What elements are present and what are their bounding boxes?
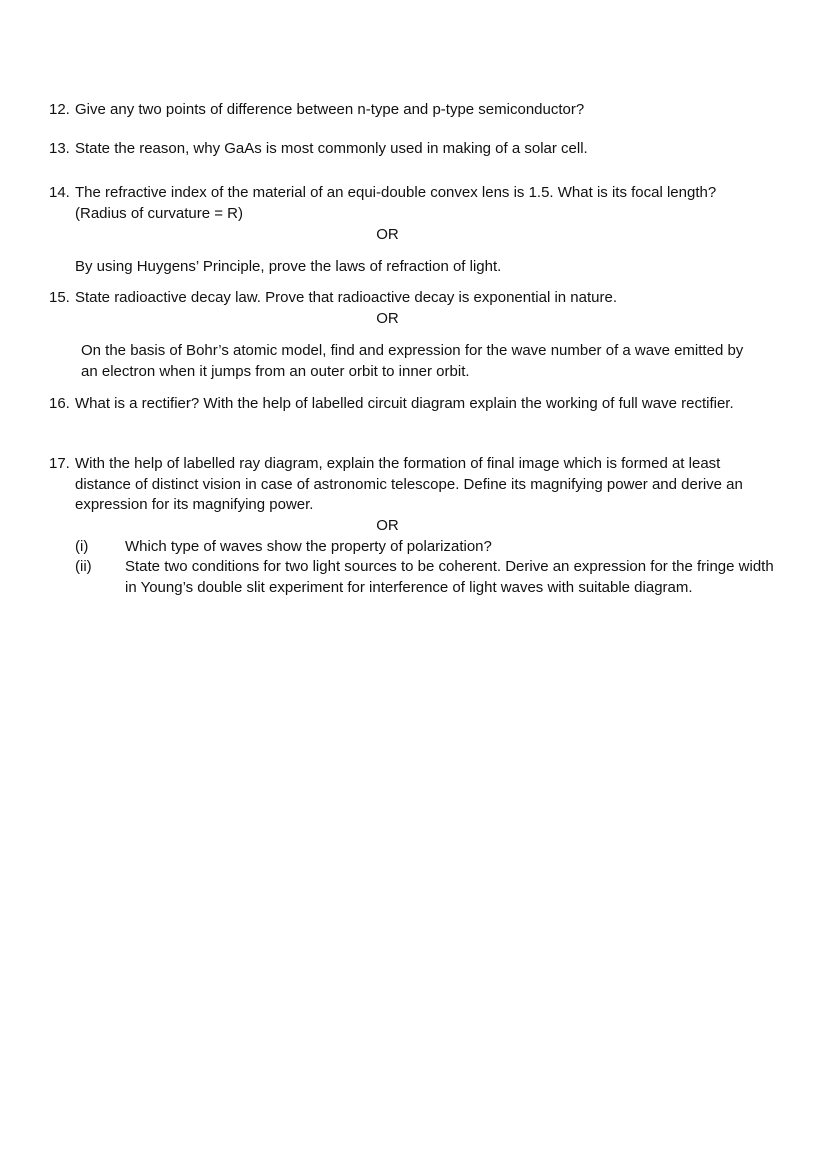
- question-number: 12.: [49, 101, 70, 118]
- question-number: 15.: [49, 289, 70, 306]
- question-text: State radioactive decay law. Prove that radioactive decay is exponential in nature.: [75, 289, 617, 306]
- question-number: 14.: [49, 184, 70, 201]
- alternative-question: On the basis of Bohr’s atomic model, find and expression for the wave number of a wave emitted by an electron when it jumps from an outer orbit to inner orbit.: [81, 342, 744, 380]
- question-14: [49, 183, 749, 224]
- question-12: [49, 100, 789, 121]
- sub-question-text: Which type of waves show the property of polarization?: [125, 538, 492, 555]
- or-separator: OR: [376, 517, 399, 534]
- question-16: [49, 394, 759, 415]
- alternative-question: By using Huygens’ Principle, prove the laws of refraction of light.: [75, 258, 502, 275]
- question-text: State the reason, why GaAs is most commonly used in making of a solar cell.: [75, 140, 588, 157]
- or-separator: OR: [376, 226, 399, 243]
- question-text: The refractive index of the material of an equi-double convex lens is 1.5. What is its focal length? (Radius of curvature = R): [75, 184, 717, 222]
- sub-question-label: (i): [75, 538, 89, 555]
- question-number: 13.: [49, 140, 70, 157]
- sub-question-text: State two conditions for two light sources to be coherent. Derive an expression for the fringe width in Young’s double slit experiment for interference of light waves with suitable diagram.: [125, 558, 774, 596]
- sub-question-ii: [75, 557, 785, 598]
- sub-question-i: [75, 537, 795, 558]
- question-number: 17.: [49, 455, 70, 472]
- question-number: 16.: [49, 395, 70, 412]
- question-13: [49, 139, 789, 160]
- sub-question-label: (ii): [75, 558, 92, 575]
- question-17: [49, 454, 761, 516]
- or-separator: OR: [376, 310, 399, 327]
- question-text: Give any two points of difference between n-type and p-type semiconductor?: [75, 101, 585, 118]
- question-text: With the help of labelled ray diagram, explain the formation of final image which is formed at least distance of distinct vision in case of astronomic telescope. Define its magnifying power and derive an expression for its magnifying power.: [75, 455, 743, 513]
- question-15: [49, 288, 789, 309]
- question-text: What is a rectifier? With the help of labelled circuit diagram explain the working of full wave rectifier.: [75, 395, 734, 412]
